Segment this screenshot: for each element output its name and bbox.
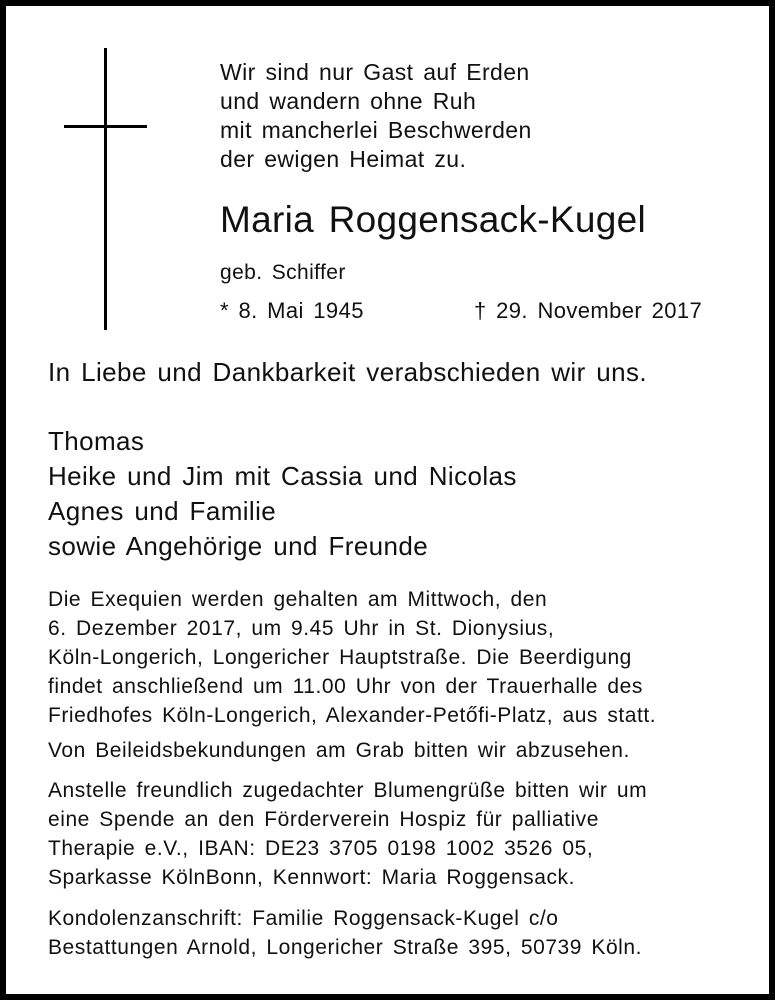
poem-line: der ewigen Heimat zu. <box>220 146 467 172</box>
address-line: Bestattungen Arnold, Longericher Straße 395, 50739 Köln. <box>48 936 643 959</box>
farewell-line: In Liebe und Dankbarkeit verabschieden wir uns. <box>48 357 648 387</box>
donation-info <box>48 776 647 892</box>
condolence-note-line: Von Beileidsbekundungen am Grab bitten wir abzusehen. <box>48 739 630 762</box>
mourner-line: Thomas <box>48 426 145 456</box>
mourner-line: Agnes und Familie <box>48 496 277 526</box>
poem-line: und wandern ohne Ruh <box>220 88 477 114</box>
donation-info-line: eine Spende an den Förderverein Hospiz für palliative <box>48 808 599 831</box>
condolence-address <box>48 904 642 962</box>
cross-icon-bar <box>64 125 147 128</box>
born-name: geb. Schiffer <box>220 261 346 284</box>
funeral-info-line: Die Exequien werden gehalten am Mittwoch, den <box>48 588 548 611</box>
poem <box>220 58 532 174</box>
death-date: † 29. November 2017 <box>474 298 703 323</box>
poem-line: mit mancherlei Beschwerden <box>220 117 532 143</box>
funeral-info <box>48 585 656 730</box>
donation-info-line: Anstelle freundlich zugedachter Blumengrüße bitten wir um <box>48 779 648 802</box>
birth-date: * 8. Mai 1945 <box>220 298 364 323</box>
funeral-info-line: Köln-Longerich, Longericher Hauptstraße. Die Beerdigung <box>48 646 632 669</box>
address-line: Kondolenzanschrift: Familie Roggensack-Kugel c/o <box>48 907 559 930</box>
poem-line: Wir sind nur Gast auf Erden <box>220 59 530 85</box>
funeral-info-line: findet anschließend um 11.00 Uhr von der Trauerhalle des <box>48 675 643 698</box>
funeral-info-line: 6. Dezember 2017, um 9.45 Uhr in St. Dionysius, <box>48 617 555 640</box>
mourner-line: Heike und Jim mit Cassia und Nicolas <box>48 461 517 491</box>
deceased-name: Maria Roggensack-Kugel <box>220 199 647 240</box>
condolence-note <box>48 736 630 765</box>
donation-info-line: Sparkasse KölnBonn, Kennwort: Maria Roggensack. <box>48 866 575 889</box>
funeral-info-line: Friedhofes Köln-Longerich, Alexander-Petőfi-Platz, aus statt. <box>48 704 657 727</box>
mourners-list <box>48 424 517 564</box>
donation-info-line: Therapie e.V., IBAN: DE23 3705 0198 1002 3526 05, <box>48 837 594 860</box>
mourner-line: sowie Angehörige und Freunde <box>48 531 429 561</box>
cross-icon <box>104 48 107 330</box>
